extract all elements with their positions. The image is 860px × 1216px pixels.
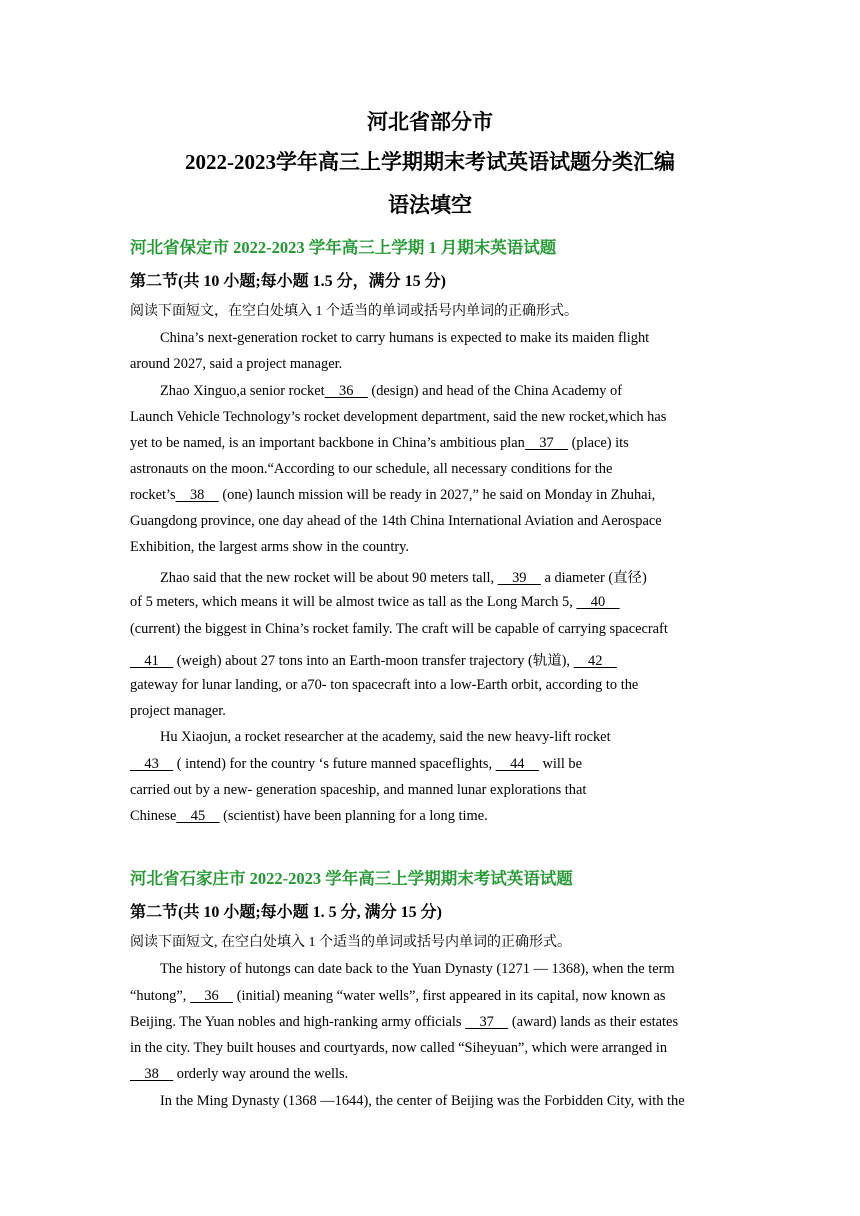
document-title-region: 河北省部分市 bbox=[367, 110, 493, 134]
passage-line bbox=[130, 677, 638, 694]
passage-line bbox=[160, 383, 622, 400]
answer-blank-36[interactable]: 36 bbox=[189, 988, 234, 1004]
passage-line bbox=[130, 988, 666, 1005]
passage-line bbox=[130, 435, 629, 452]
section1-instruction: 阅读下面短文，在空白处填入 1 个适当的单词或括号内单词的正确形式。 bbox=[130, 304, 578, 319]
passage-text: Zhao said that the new rocket will be about 90 meters tall, bbox=[160, 570, 498, 586]
passage-line bbox=[130, 594, 620, 611]
section2-instruction: 阅读下面短文, 在空白处填入 1 个适当的单词或括号内单词的正确形式。 bbox=[130, 935, 571, 950]
passage-text: ( intend) for the country ‘s future manned spaceflights, bbox=[173, 756, 496, 772]
passage-text: (place) its bbox=[568, 435, 629, 451]
passage-text: of 5 meters, which means it will be almost twice as tall as the Long March 5, bbox=[130, 594, 577, 610]
passage-line bbox=[130, 1066, 348, 1083]
passage-line bbox=[130, 621, 668, 638]
passage-line bbox=[130, 487, 655, 504]
section2-subheading: 第二节(共 10 小题;每小题 1. 5 分, 满分 15 分) bbox=[130, 904, 442, 921]
passage-line bbox=[160, 330, 649, 347]
passage-line bbox=[130, 513, 662, 530]
passage-text: carried out by a new- generation spaceship, and manned lunar explorations that bbox=[130, 782, 587, 798]
passage-text: China’s next-generation rocket to carry humans is expected to make its maiden flight bbox=[160, 330, 650, 346]
passage-text: a diameter (直径) bbox=[540, 570, 647, 586]
passage-text: project manager. bbox=[130, 703, 226, 719]
passage-line bbox=[130, 703, 226, 720]
passage-text: “hutong”, bbox=[130, 988, 190, 1004]
answer-blank-43[interactable]: 43 bbox=[130, 756, 174, 772]
answer-blank-36[interactable]: 36 bbox=[324, 383, 368, 399]
answer-blank-40[interactable]: 40 bbox=[576, 594, 620, 610]
passage-line bbox=[130, 409, 666, 426]
answer-blank-41[interactable]: 41 bbox=[130, 653, 174, 669]
passage-text: astronauts on the moon.“According to our schedule, all necessary conditions for the bbox=[130, 461, 613, 477]
passage-text: Exhibition, the largest arms show in the country. bbox=[130, 539, 409, 555]
section1-heading: 河北省保定市 2022-2023 学年高三上学期 1 月期末英语试题 bbox=[130, 238, 557, 257]
answer-blank-42[interactable]: 42 bbox=[573, 653, 617, 669]
answer-blank-38[interactable]: 38 bbox=[175, 487, 219, 503]
passage-text: Hu Xiaojun, a rocket researcher at the academy, said the new heavy-lift rocket bbox=[160, 729, 611, 745]
passage-text: yet to be named, is an important backbone in China’s ambitious plan bbox=[130, 435, 525, 451]
passage-text: Chinese bbox=[130, 808, 177, 824]
passage-text: (design) and head of the China Academy of bbox=[367, 383, 622, 399]
passage-text: orderly way around the wells. bbox=[173, 1066, 349, 1082]
passage-text: in the city. They built houses and courtyards, now called “Siheyuan”, which were arranged in bbox=[130, 1040, 668, 1056]
answer-blank-38[interactable]: 38 bbox=[130, 1066, 174, 1082]
passage-text: (initial) meaning “water wells”, first appeared in its capital, now known as bbox=[233, 988, 666, 1004]
passage-line bbox=[130, 756, 582, 773]
passage-text: gateway for lunar landing, or a70- ton spacecraft into a low-Earth orbit, according to the bbox=[130, 677, 639, 693]
passage-line bbox=[160, 961, 675, 978]
passage-text: (weigh) about 27 tons into an Earth-moon transfer trajectory (轨道), bbox=[173, 653, 574, 669]
passage-line bbox=[130, 356, 342, 373]
passage-line bbox=[160, 729, 611, 746]
passage-line bbox=[130, 649, 617, 670]
answer-blank-37[interactable]: 37 bbox=[465, 1014, 509, 1030]
passage-text: In the Ming Dynasty (1368 —1644), the center of Beijing was the Forbidden City, with the bbox=[160, 1093, 685, 1109]
passage-line bbox=[130, 1014, 678, 1031]
section2-heading: 河北省石家庄市 2022-2023 学年高三上学期期末考试英语试题 bbox=[130, 869, 573, 888]
passage-line bbox=[160, 1093, 685, 1110]
passage-text: Launch Vehicle Technology’s rocket development department, said the new rocket,which has bbox=[130, 409, 667, 425]
passage-text: rocket’s bbox=[130, 487, 176, 503]
answer-blank-37[interactable]: 37 bbox=[524, 435, 569, 451]
answer-blank-44[interactable]: 44 bbox=[495, 756, 539, 772]
passage-text: (scientist) have been planning for a long time. bbox=[219, 808, 488, 824]
passage-text: Zhao Xinguo,a senior rocket bbox=[160, 383, 325, 399]
answer-blank-39[interactable]: 39 bbox=[497, 570, 541, 586]
passage-text: Guangdong province, one day ahead of the 14th China International Aviation and Aerospace bbox=[130, 513, 662, 529]
document-title-main: 2022-2023学年高三上学期期末考试英语试题分类汇编 bbox=[185, 150, 675, 174]
passage-line bbox=[130, 1040, 667, 1057]
answer-blank-45[interactable]: 45 bbox=[176, 808, 220, 824]
passage-line bbox=[130, 539, 409, 556]
passage-text: around 2027, said a project manager. bbox=[130, 356, 343, 372]
passage-text: (current) the biggest in China’s rocket family. The craft will be capable of carrying spacecraft bbox=[130, 621, 668, 637]
passage-text: Beijing. The Yuan nobles and high-ranking army officials bbox=[130, 1014, 466, 1030]
passage-text: (award) lands as their estates bbox=[508, 1014, 679, 1030]
section1-subheading: 第二节(共 10 小题;每小题 1.5 分，满分 15 分) bbox=[130, 273, 446, 290]
passage-line bbox=[130, 808, 488, 825]
passage-line bbox=[130, 782, 586, 799]
passage-text: (one) launch mission will be ready in 2027,” he said on Monday in Zhuhai, bbox=[218, 487, 656, 503]
document-title-topic: 语法填空 bbox=[388, 193, 472, 217]
passage-text: The history of hutongs can date back to the Yuan Dynasty (1271 — 1368), when the term bbox=[160, 961, 675, 977]
passage-line bbox=[160, 566, 647, 587]
passage-line bbox=[130, 461, 612, 478]
passage-text: will be bbox=[538, 756, 583, 772]
